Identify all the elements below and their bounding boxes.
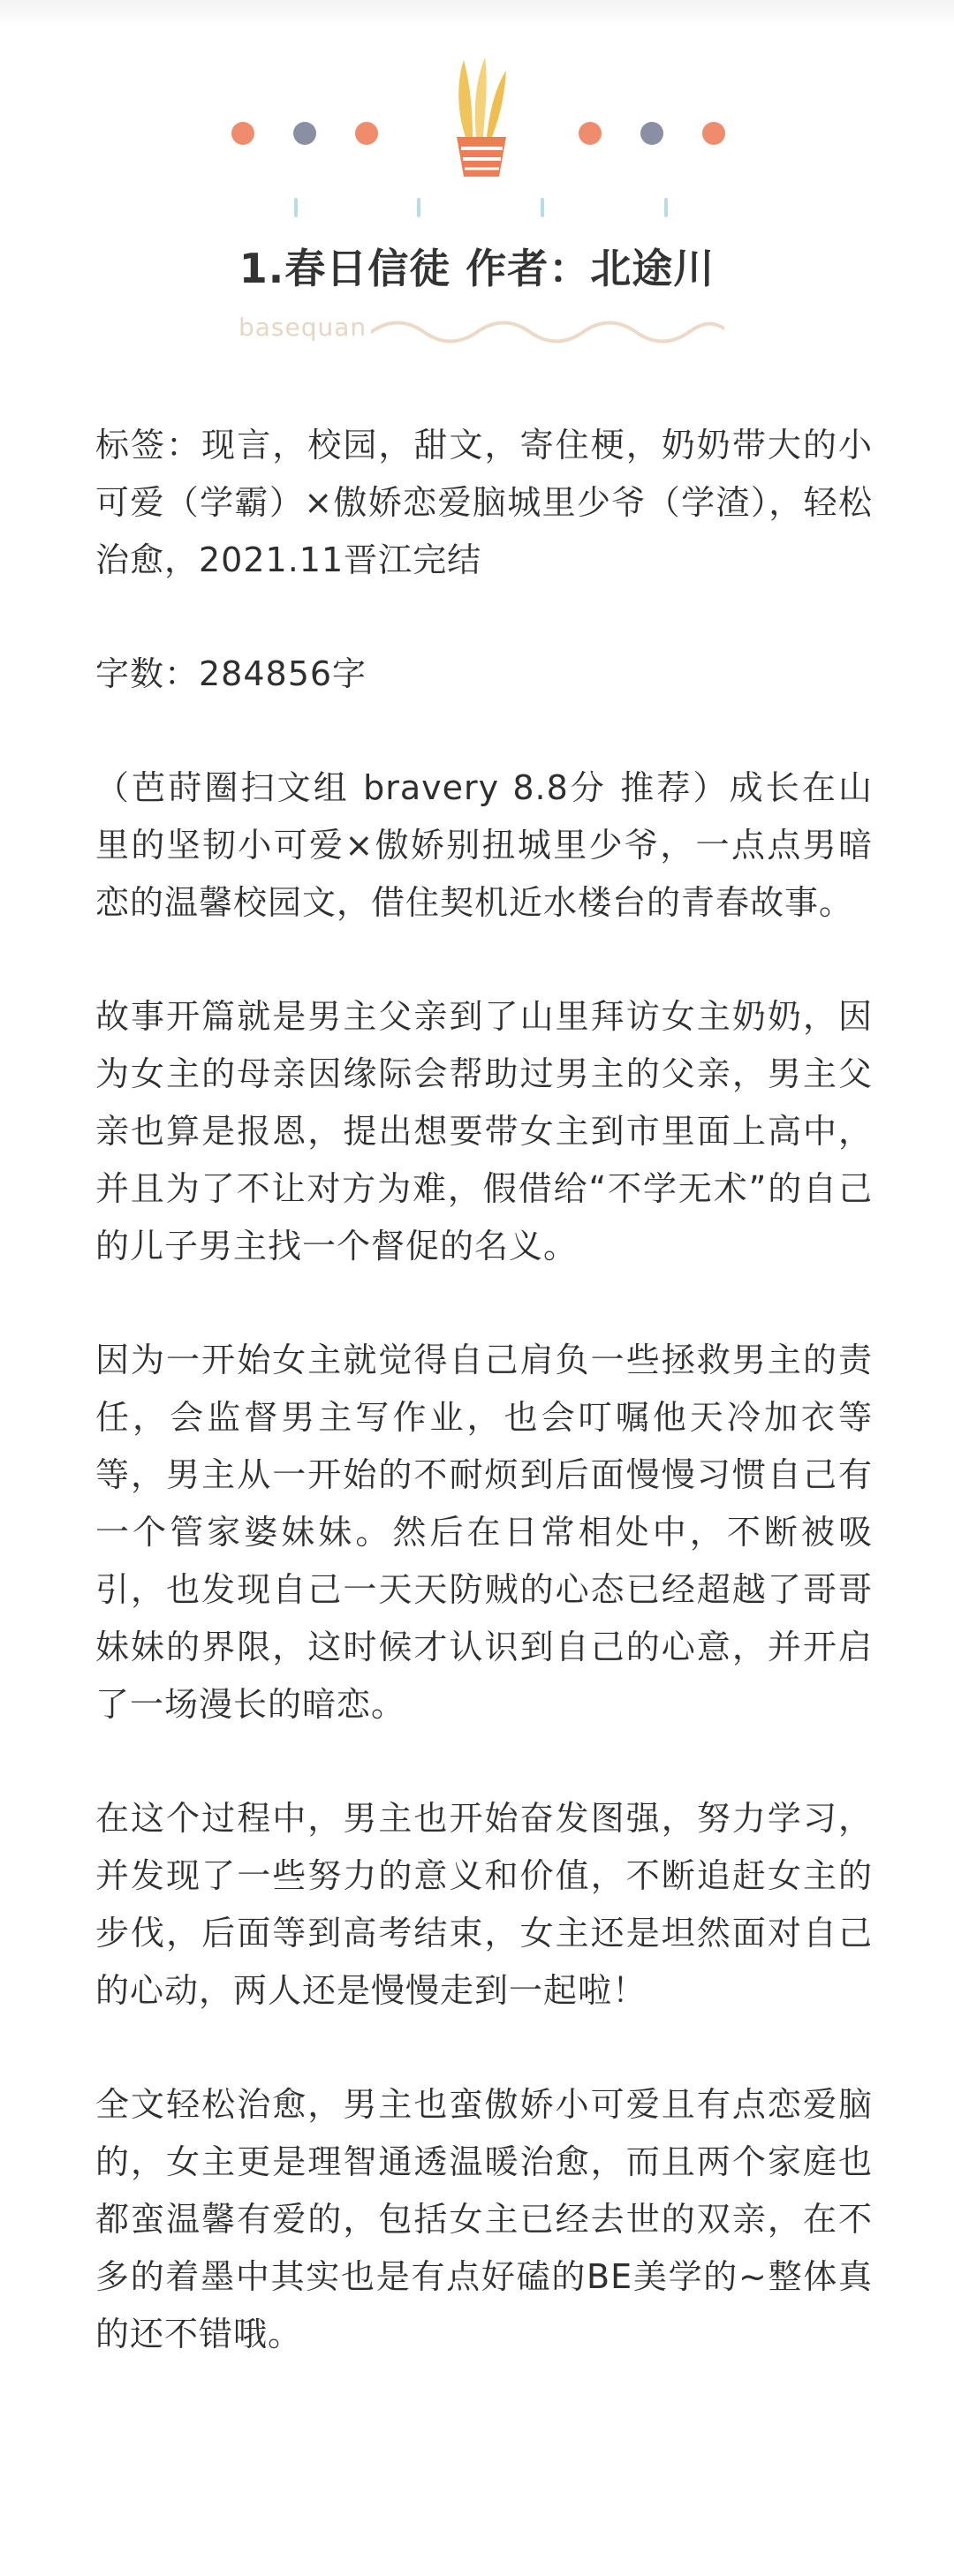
recommend-paragraph: （芭莳圈扫文组 bravery 8.8分 推荐）成长在山里的坚韧小可爱×傲娇别扭城里少爷，一点点男暗恋的温馨校园文，借住契机近水楼台的青春故事。 bbox=[95, 768, 873, 922]
decor-tick bbox=[294, 198, 298, 217]
decor-tick bbox=[417, 198, 420, 217]
word-count: 字数：284856字 bbox=[95, 654, 367, 693]
watermark-text: basequan bbox=[238, 313, 367, 342]
decor-dot bbox=[293, 122, 316, 145]
page-title: 1.春日信徒 作者：北途川 bbox=[238, 245, 716, 292]
story-paragraph: 全文轻松治愈，男主也蛮傲娇小可爱且有点恋爱脑的，女主更是理智通透温暖治愈，而且两个家庭也都蛮温馨有爱的，包括女主已经去世的双亲，在不多的着墨中其实也是有点好磕的BE美学的~整体真的还不错哦。 bbox=[95, 2085, 873, 2353]
decor-dot bbox=[579, 122, 602, 145]
header-decoration bbox=[0, 35, 954, 230]
article-body bbox=[95, 417, 873, 2420]
decor-dot bbox=[231, 122, 254, 145]
story-paragraph: 故事开篇就是男主父亲到了山里拜访女主奶奶，因为女主的母亲因缘际会帮助过男主的父亲，男主父亲也算是报恩，提出想要带女主到市里面上高中，并且为了不让对方为难，假借给“不学无术”的自己的儿子男主找一个督促的名义。 bbox=[95, 997, 873, 1265]
potted-plant-icon bbox=[446, 53, 517, 185]
decor-tick bbox=[664, 198, 668, 217]
decor-dot bbox=[355, 122, 378, 145]
story-paragraph: 因为一开始女主就觉得自己肩负一些拯救男主的责任，会监督男主写作业，也会叮嘱他天冷加衣等等，男主从一开始的不耐烦到后面慢慢习惯自己有一个管家婆妹妹。然后在日常相处中，不断被吸引，也发现自己一天天防贼的心态已经超越了哥哥妹妹的界限，这时候才认识到自己的心意，并开启了一场漫长的暗恋。 bbox=[95, 1341, 873, 1724]
decor-dot bbox=[702, 122, 725, 145]
story-paragraph: 在这个过程中，男主也开始奋发图强，努力学习，并发现了一些努力的意义和价值，不断追赶女主的步伐，后面等到高考结束，女主还是坦然面对自己的心动，两人还是慢慢走到一起啦！ bbox=[95, 1799, 873, 2010]
wave-line-icon bbox=[371, 313, 724, 348]
top-band bbox=[0, 0, 954, 26]
decor-dot bbox=[640, 122, 663, 145]
decor-tick bbox=[541, 198, 544, 217]
tags-paragraph: 标签：现言，校园，甜文，寄住梗，奶奶带大的小可爱（学霸）×傲娇恋爱脑城里少爷（学渣），轻松治愈，2021.11晋江完结 bbox=[95, 426, 873, 579]
